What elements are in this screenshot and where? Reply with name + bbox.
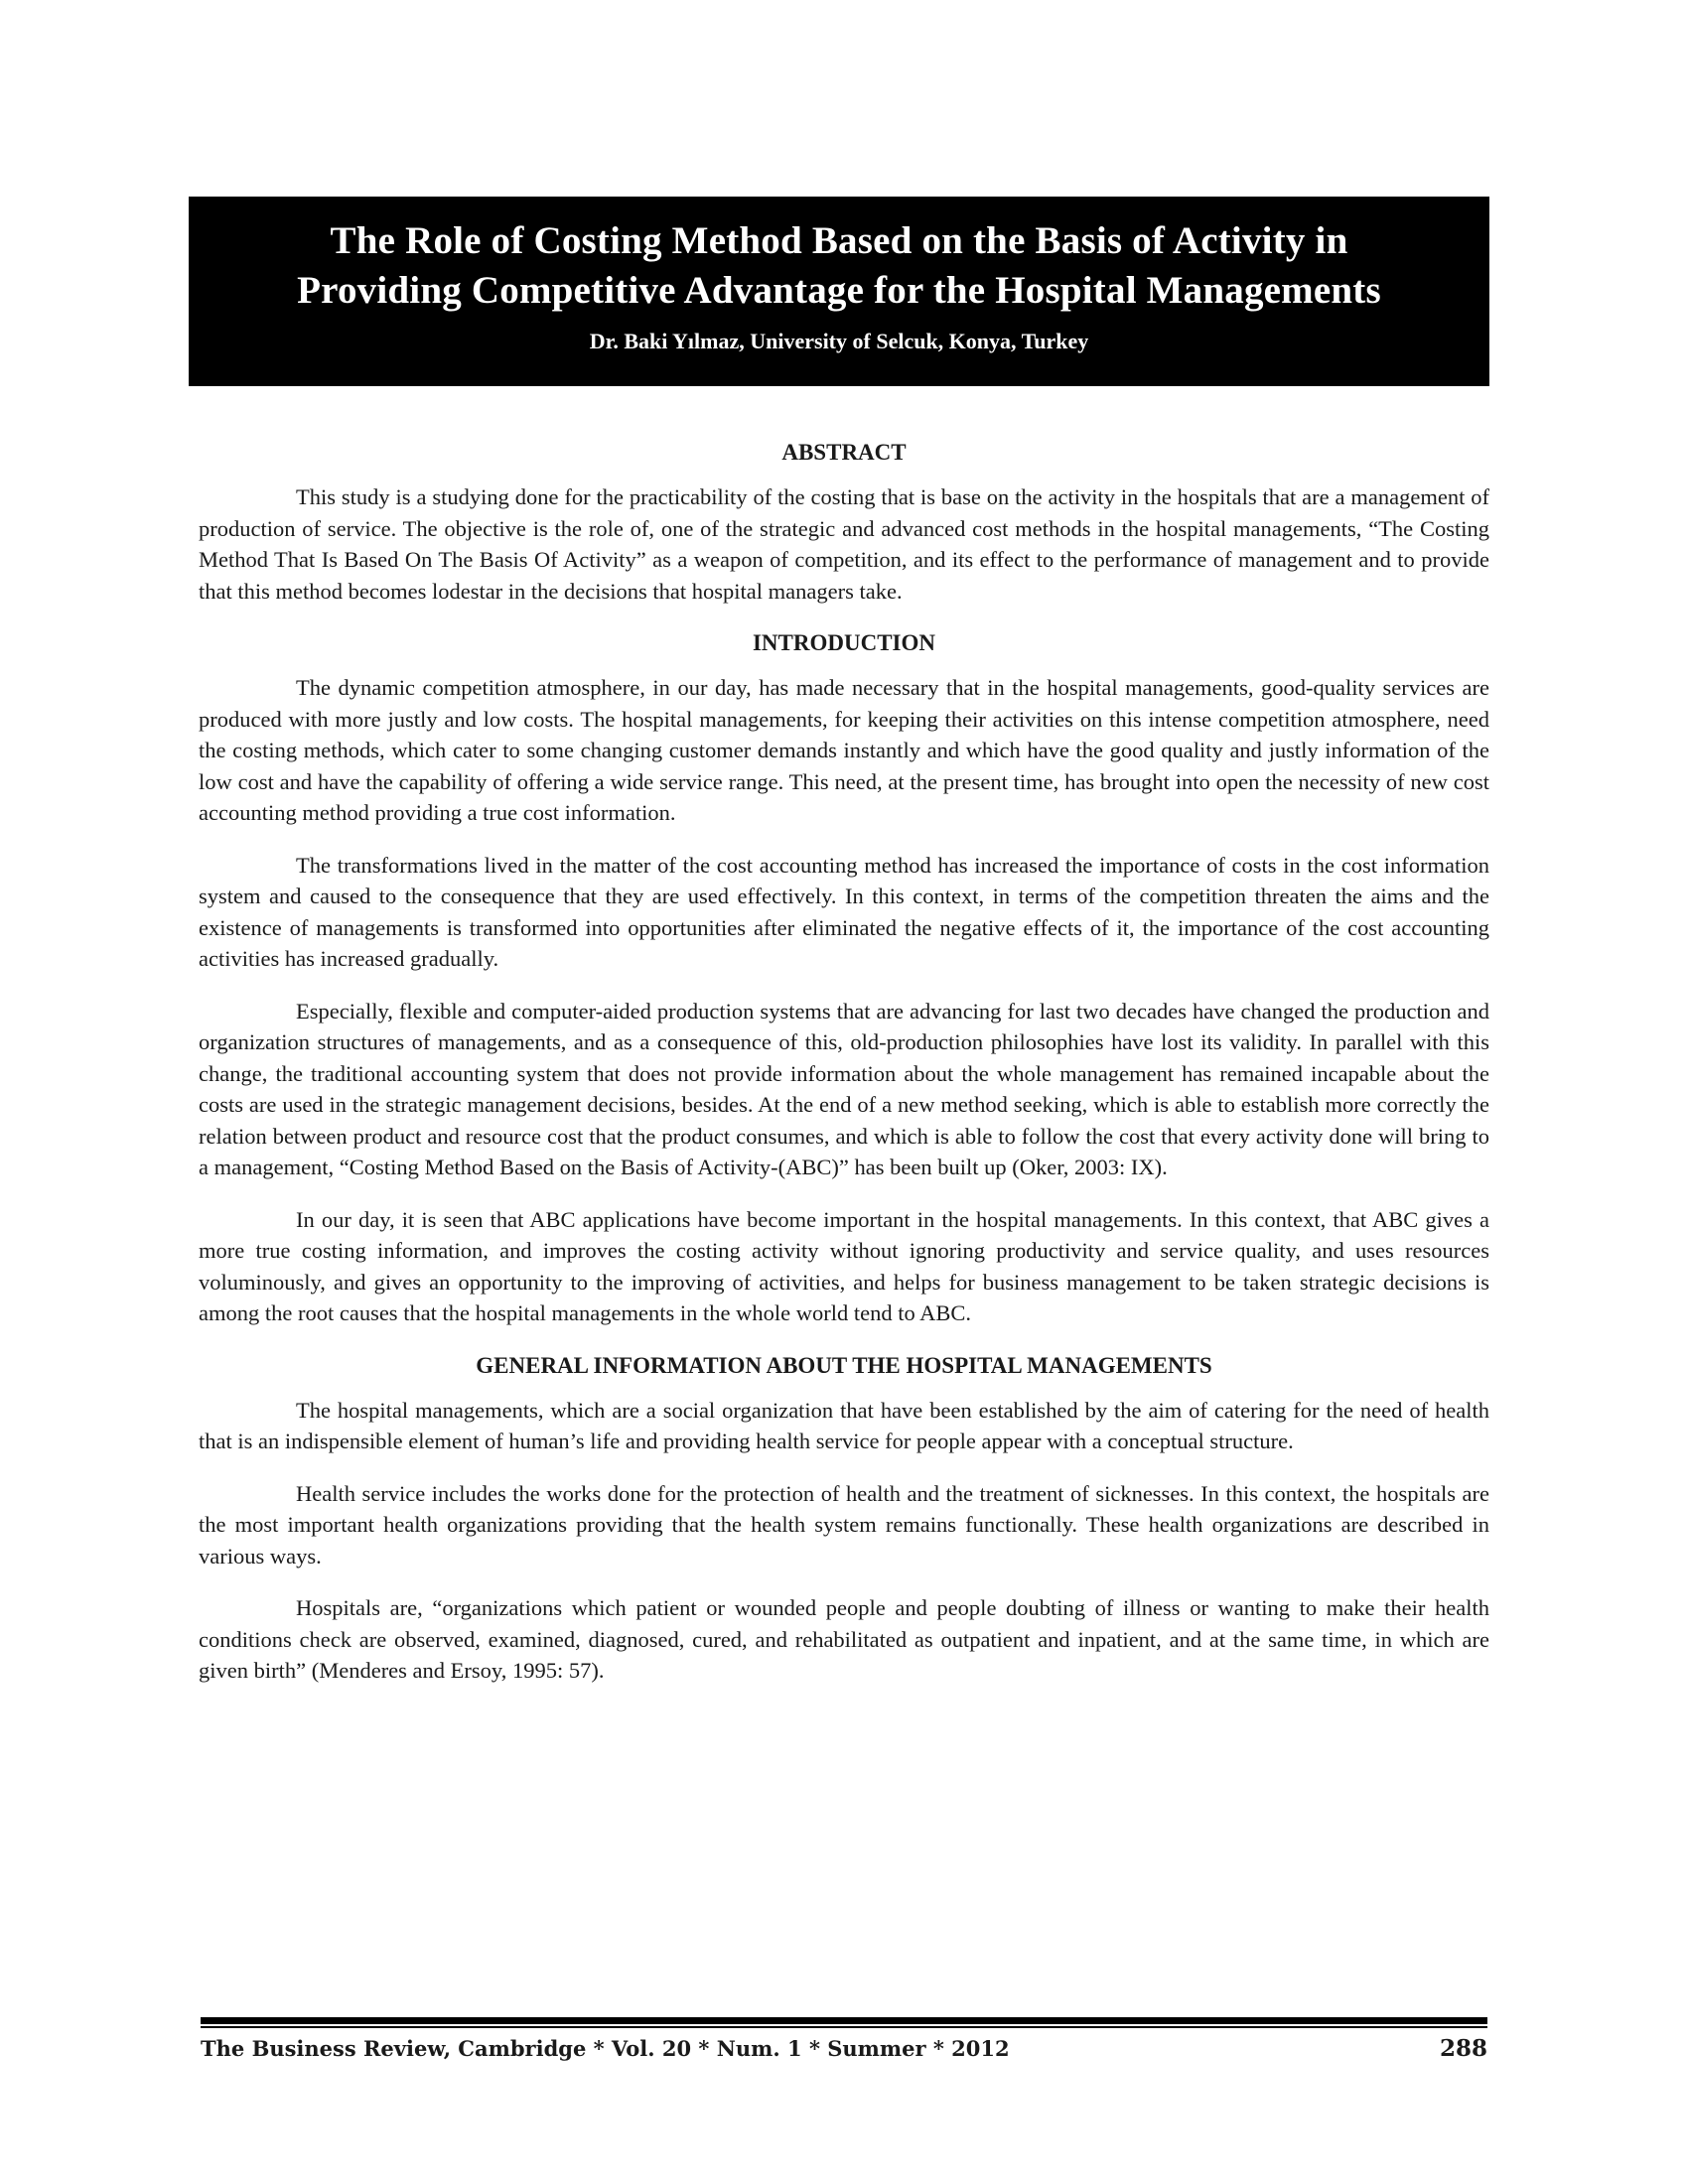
paper-title-line-1: The Role of Costing Method Based on the Basis of Activity in [330,219,1348,262]
page-number: 288 [1439,2035,1487,2062]
article-body [199,437,1489,1707]
general-info-heading: GENERAL INFORMATION ABOUT THE HOSPITAL MANAGEMENTS [476,1352,1212,1378]
footer-rule-thin [201,2026,1487,2028]
abstract-heading: ABSTRACT [781,440,907,465]
paper-title-line-2: Providing Competitive Advantage for the Hospital Managements [297,269,1381,312]
journal-citation: The Business Review, Cambridge * Vol. 20 * Num. 1 * Summer * 2012 [201,2036,1010,2061]
general-info-paragraph-1: The hospital managements, which are a social organization that have been established by the aim of catering for the need of health that is an indispensible element of human’s life and providing health service for people appear with a conceptual structure. [199,1397,1489,1453]
introduction-paragraph-3: Especially, flexible and computer-aided production systems that are advancing for last two decades have changed the production and organization structures of managements, and as a consequence of this, old-production philosophies have lost its validity. In parallel with this change, the traditional accounting system that does not provide information about the whole management has remained incapable about the costs are used in the strategic management decisions, besides. At the end of a new method seeking, which is able to establish more correctly the relation between product and resource cost that the product consumes, and which is able to follow the cost that every activity done will bring to a management, “Costing Method Based on the Basis of Activity-(ABC)” has been built up (Oker, 2003: IX). [199,998,1489,1179]
introduction-paragraph-1: The dynamic competition atmosphere, in our day, has made necessary that in the hospital managements, good-quality services are produced with more justly and low costs. The hospital managements, for keeping their activities on this intense competition atmosphere, need the costing methods, which cater to some changing customer demands instantly and which have the good quality and justly information of the low cost and have the capability of offering a wide service range. This need, at the present time, has brought into open the necessity of new cost accounting method providing a true cost information. [199,675,1489,825]
abstract-paragraph: This study is a studying done for the practicability of the costing that is base on the activity in the hospitals that are a management of production of service. The objective is the role of, one of the strategic and advanced cost methods in the hospital managements, “The Costing Method That Is Based On The Basis Of Activity” as a weapon of competition, and its effect to the performance of management and to provide that this method becomes lodestar in the decisions that hospital managers take. [199,484,1489,604]
introduction-paragraph-2: The transformations lived in the matter of the cost accounting method has increased the importance of costs in the cost information system and caused to the consequence that they are used effectively. In this context, in terms of the competition threaten the aims and the existence of managements is transformed into opportunities after eliminated the negative effects of it, the importance of the cost accounting activities has increased gradually. [199,852,1489,971]
general-info-paragraph-3: Hospitals are, “organizations which patient or wounded people and people doubting of illness or wanting to make their health conditions check are observed, examined, diagnosed, cured, and rehabilitated as outpatient and inpatient, and at the same time, in which are given birth” (Menderes and Ersoy, 1995: 57). [199,1595,1489,1683]
introduction-heading: INTRODUCTION [752,630,936,655]
introduction-paragraph-4: In our day, it is seen that ABC applications have become important in the hospital managements. In this context, that ABC gives a more true costing information, and improves the costing activity without ignoring productivity and service quality, and uses resources voluminously, and gives an opportunity to the improving of activities, and helps for business management to be taken strategic decisions is among the root causes that the hospital managements in the whole world tend to ABC. [199,1206,1489,1325]
footer-rule-thick [201,2017,1487,2024]
general-info-paragraph-2: Health service includes the works done for the protection of health and the treatment of sicknesses. In this context, the hospitals are the most important health organizations providing that the health system remains functionally. These health organizations are described in various ways. [199,1480,1489,1569]
title-block [189,197,1489,386]
author-affiliation: Dr. Baki Yılmaz, University of Selcuk, Konya, Turkey [589,329,1089,353]
